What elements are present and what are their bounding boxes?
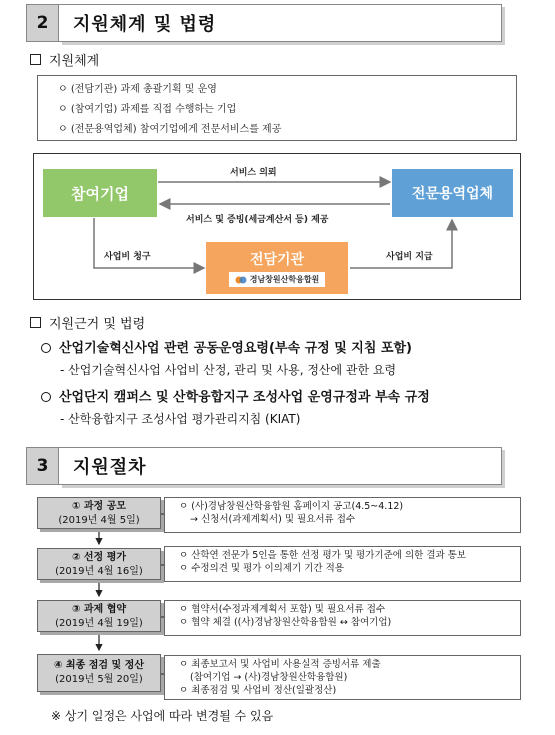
legal-item-1-sub: - 산업기술혁신사업 사업비 산정, 관리 및 사용, 정산에 관한 요령 [60,363,397,377]
role-line-agency: ㅇ (전담기관) 과제 총괄기획 및 운영 [58,84,217,95]
step-3-date: (2019년 4월 19일) [55,618,143,629]
step-4-detail-1: ㅇ 최종보고서 및 사업비 사용실적 증빙서류 제출 [179,659,381,670]
step-2-detail-1: ㅇ 산학연 전문가 5인을 통한 선정 평가 및 평가기준에 의한 결과 통보 [179,550,467,561]
label-cost-claim: 사업비 청구 [104,252,151,262]
step-2-detail-2: ㅇ 수정의견 및 평가 이의제기 기간 적용 [179,563,344,574]
label-cost-pay: 사업비 지급 [386,252,433,262]
step-3-detail-2: ㅇ 협약 체결 ((사)경남창원산학융합원 ↔ 참여기업) [179,617,392,628]
step-4-title: ④ 최종 점검 및 정산 [53,660,144,671]
support-system-heading-text: 지원체계 [49,54,100,69]
agency-node-title: 전담기관 [249,252,305,268]
legal-item-2-sub: - 산학융합지구 조성사업 평가관리지침 (KIAT) [60,412,301,426]
agency-org-name: 경남창원산학융합원 [249,275,320,284]
step-1-detail-1: ㅇ (사)경남창원산학융합원 홈페이지 공고(4.5~4.12) [179,501,404,512]
participant-node: 참여기업 [43,169,157,217]
section-3-title: 지원절차 [59,447,502,485]
step-2-title: ② 선정 평가 [71,552,127,563]
section-3-number: 3 [26,447,59,485]
role-line-participant: ㅇ (참여기업) 과제를 직접 수행하는 기업 [58,104,237,115]
schedule-note: ※ 상기 일정은 사업에 따라 변경될 수 있음 [51,709,274,723]
section-2-number: 2 [26,4,59,42]
step-1-title: ① 과정 공모 [71,501,127,512]
legal-heading-text: 지원근거 및 법령 [49,317,146,332]
specialist-node: 전문용역업체 [392,169,513,217]
step-1-date: (2019년 4월 5일) [58,515,140,526]
label-service-provide: 서비스 및 증빙(세금계산서 등) 제공 [186,215,329,225]
step-1-detail-2: → 신청서(과제계획서) 및 필요서류 접수 [190,514,356,525]
step-2-date: (2019년 4월 16일) [55,566,143,577]
step-4-detail-2: (참여기업 → (사)경남창원산학융합원) [190,672,348,683]
step-3-detail-1: ㅇ 협약서(수정과제계획서 포함) 및 필요서류 접수 [179,604,386,615]
role-line-specialist: ㅇ (전문용역업체) 참여기업에게 전문서비스를 제공 [58,124,282,135]
step-3-title: ③ 과제 협약 [71,604,127,615]
label-service-request: 서비스 의뢰 [230,168,277,178]
step-4-date: (2019년 5월 20일) [55,674,143,685]
section-2-title: 지원체계 및 법령 [59,4,502,42]
legal-item-2-text: 산업단지 캠퍼스 및 산학융합지구 조성사업 운영규정과 부속 규정 [59,390,430,405]
legal-item-1-text: 산업기술혁신사업 관련 공동운영요령(부속 규정 및 지침 포함) [59,341,412,356]
step-4-detail-3: ㅇ 최종점검 및 사업비 정산(일괄정산) [179,685,337,696]
